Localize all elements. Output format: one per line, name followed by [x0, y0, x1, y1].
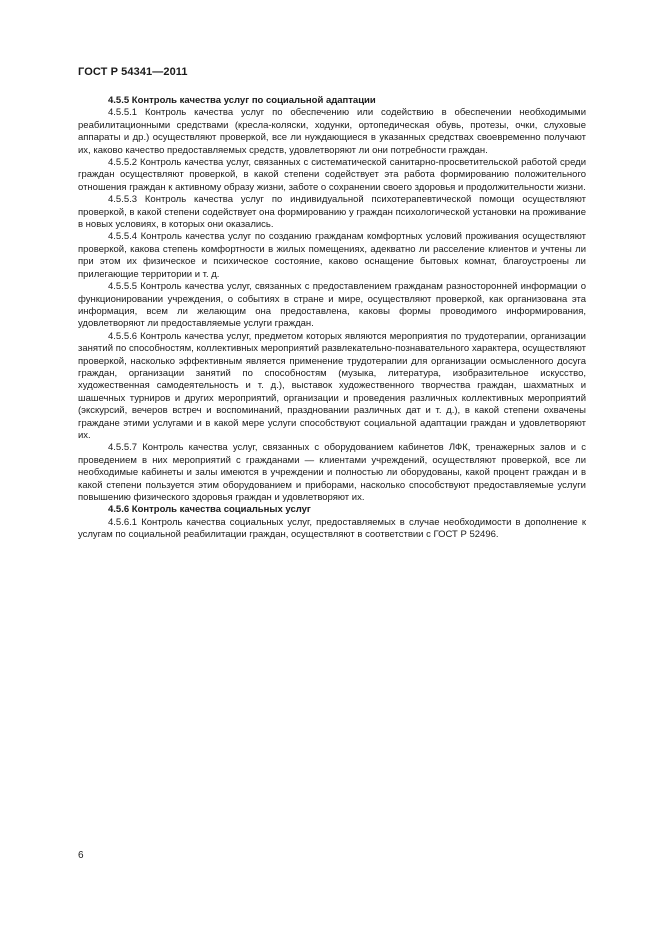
paragraph-4-5-5-7: 4.5.5.7 Контроль качества услуг, связанных с оборудованием кабинетов ЛФК, тренажерных залов и с проведением в них мероприятий с гражданами — клиентами учреждений, осуществляют проверкой, все ли необходимые кабинеты и залы имеются в учреждении и полностью ли оборудованы, какой процент граждан и в какой степени пользуется этим оборудованием и приборами, насколько способствуют предоставляемые услуги повышению физического здоровья граждан и удовлетворяют их. — [78, 442, 586, 503]
page-number: 6 — [78, 850, 84, 861]
paragraph-4-5-5-3: 4.5.5.3 Контроль качества услуг по индивидуальной психотерапевтической помощи осуществляют проверкой, в какой степени содействует она формированию у граждан психологической установки на проживание в новых условиях, в которых они оказались. — [78, 194, 586, 231]
paragraph-4-5-5-1: 4.5.5.1 Контроль качества услуг по обеспечению или содействию в обеспечении необходимыми реабилитационными средствами (кресла-коляски, ходунки, ортопедическая обувь, протезы, очки, слуховые аппараты и др.) осуществляют проверкой, все ли нуждающиеся в указанных средствах своевременно получают их, каково качество предоставляемых средств, удовлетворяют ли они потребности граждан. — [78, 107, 586, 156]
document-body — [78, 95, 586, 542]
document-header: ГОСТ Р 54341—2011 — [78, 66, 188, 78]
paragraph-4-5-5-6: 4.5.5.6 Контроль качества услуг, предметом которых являются мероприятия по трудотерапии, организации занятий по способностям, коллективных мероприятий развлекательно-познавательного характера, осуществляют проверкой, насколько эффективным является применение трудотерапии для организации осмысленного досуга граждан, организации занятий по способностям (музыка, литература, изобразительное искусство, художественная самодеятельность и т. д.), выставок художественного творчества граждан, шахматных и шашечных турниров и других мероприятий, организации и проведения различных коллективных мероприятий (экскурсий, вечеров встреч и воспоминаний, праздновании различных дат и т. д.), в какой степени охвачены граждане этими услугами и в какой мере услуги способствуют социальной адаптации граждан и удовлетворяют их. — [78, 330, 586, 441]
section-heading-4-5-5: 4.5.5 Контроль качества услуг по социальной адаптации — [108, 95, 376, 106]
paragraph-4-5-5-5: 4.5.5.5 Контроль качества услуг, связанных с предоставлением гражданам разносторонней информации о функционировании учреждения, о событиях в стране и мире, осуществляют проверкой, как организована эта информация, всем ли желающим она предоставлена, каковы формы проводимого информирования, удовлетворяют ли предоставляемые услуги граждан. — [78, 281, 586, 330]
paragraph-4-5-5-4: 4.5.5.4 Контроль качества услуг по созданию гражданам комфортных условий проживания осуществляют проверкой, какова степень комфортности в жилых помещениях, адекватно ли расселение клиентов и учтены ли при этом их физическое и психическое состояние, каково оснащение бытовых комнат, благоустроены ли прилегающие территории и т. д. — [78, 231, 586, 280]
paragraph-4-5-5-2: 4.5.5.2 Контроль качества услуг, связанных с систематической санитарно-просветительской работой среди граждан осуществляют проверкой, в какой степени содействует эта работа формированию положительного отношения граждан к активному образу жизни, заботе о сохранении своего здоровья и продолжительности жизни. — [78, 157, 586, 193]
paragraph-4-5-6-1: 4.5.6.1 Контроль качества социальных услуг, предоставляемых в случае необходимости в дополнение к услугам по социальной реабилитации граждан, осуществляют в соответствии с ГОСТ Р 52496. — [78, 516, 586, 541]
section-heading-4-5-6: 4.5.6 Контроль качества социальных услуг — [108, 504, 311, 516]
